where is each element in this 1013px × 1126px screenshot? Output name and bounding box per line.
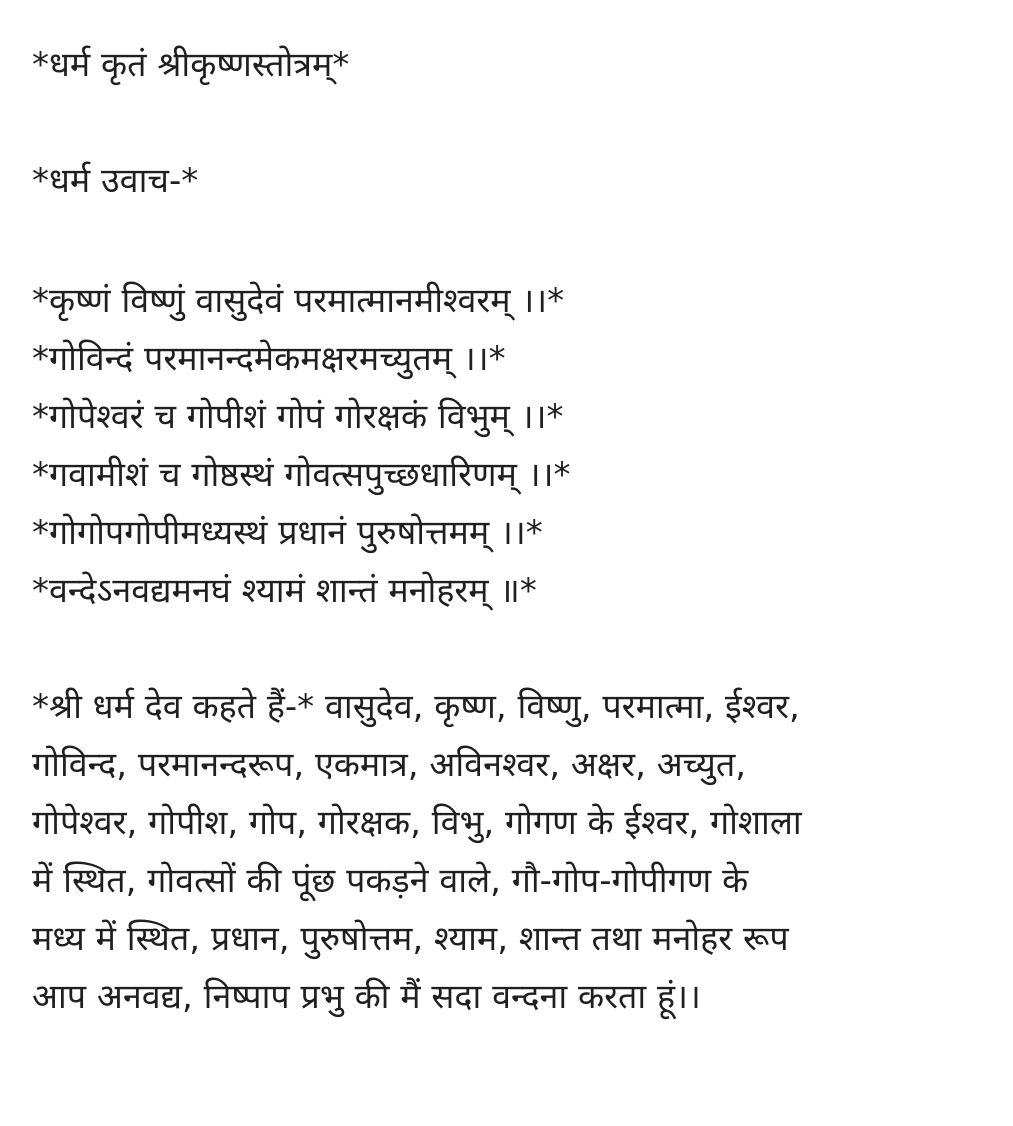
stotra-title: *धर्म कृतं श्रीकृष्णस्तोत्रम्* [32, 45, 350, 85]
verse-line: *गोविन्दं परमानन्दमेकमक्षरमच्युतम् ।।* [32, 339, 506, 379]
sanskrit-verses [32, 272, 993, 620]
translation-line: आप अनवद्य, निष्पाप प्रभु की मैं सदा वन्दना करता हूं।। [32, 977, 701, 1017]
translation-line: मध्य में स्थित, प्रधान, पुरुषोत्तम, श्याम, शान्त तथा मनोहर रूप [32, 919, 789, 959]
translation-line: में स्थित, गोवत्सों की पूंछ पकड़ने वाले, गौ-गोप-गोपीगण के [32, 861, 749, 901]
verse-line: *गोपेश्वरं च गोपीशं गोपं गोरक्षकं विभुम् ।।* [32, 397, 564, 437]
verse-line: *गवामीशं च गोष्ठस्थं गोवत्सपुच्छधारिणम् ।।* [32, 455, 571, 495]
verse-line: *गोगोपगोपीमध्यस्थं प्रधानं पुरुषोत्तमम् ।।* [32, 513, 543, 553]
translation-line: गोपेश्वर, गोपीश, गोप, गोरक्षक, विभु, गोगण के ईश्वर, गोशाला [32, 803, 802, 843]
translation-line: गोविन्द, परमानन्दरूप, एकमात्र, अविनश्वर, अक्षर, अच्युत, [32, 745, 747, 785]
speaker-heading: *धर्म उवाच-* [32, 161, 199, 201]
verse-line: *वन्देऽनवद्यमनघं श्यामं शान्तं मनोहरम् ॥* [32, 571, 537, 611]
verse-line: *कृष्णं विष्णुं वासुदेवं परमात्मानमीश्वरम् ।।* [32, 281, 565, 321]
translation-line: *श्री धर्म देव कहते हैं-* वासुदेव, कृष्ण, विष्णु, परमात्मा, ईश्वर, [32, 687, 800, 727]
hindi-translation [32, 678, 993, 1026]
